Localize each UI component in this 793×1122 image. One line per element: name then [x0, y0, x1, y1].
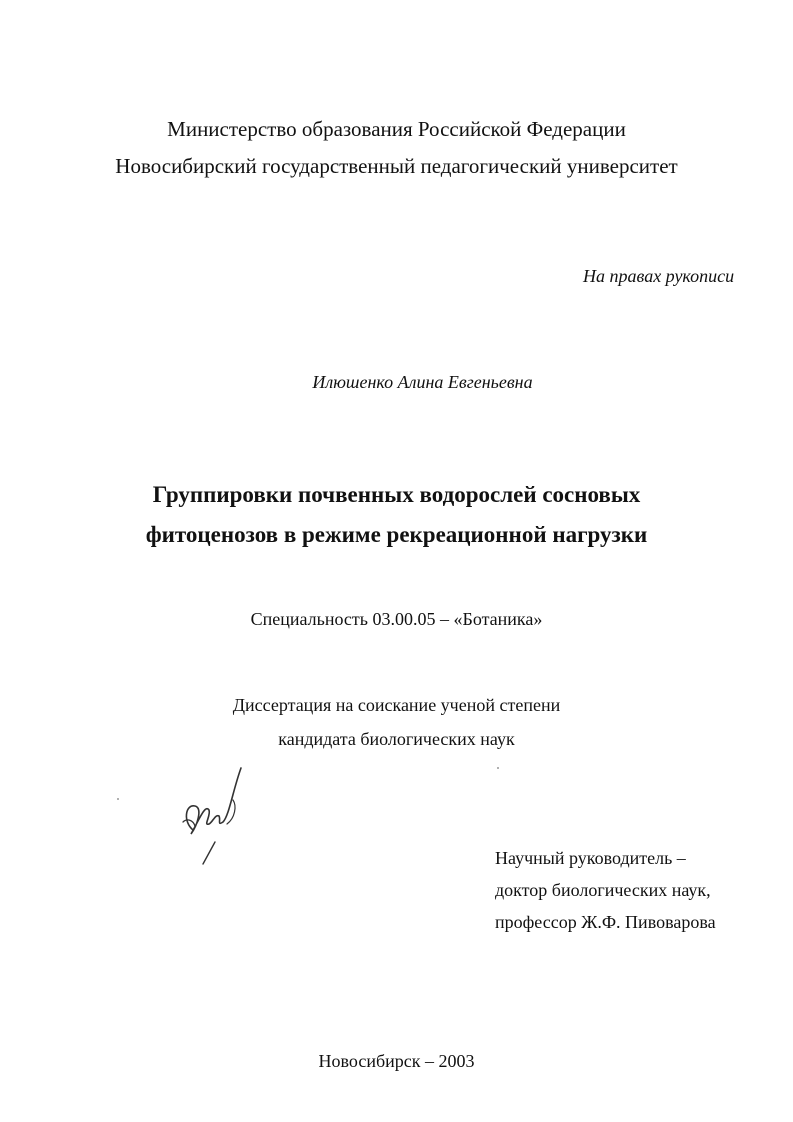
title-line-1: Группировки почвенных водорослей сосновых — [152, 482, 641, 507]
handwritten-signature — [175, 760, 255, 870]
scan-speck — [497, 767, 499, 769]
author-name: Илюшенко Алина Евгеньевна — [312, 372, 533, 392]
supervisor-line-3: профессор Ж.Ф. Пивоварова — [495, 912, 716, 932]
title-line-2: фитоценозов в режиме рекреационной нагрузки — [145, 522, 648, 547]
degree-line-2: кандидата биологических наук — [278, 729, 515, 749]
manuscript-note: На правах рукописи — [583, 266, 735, 286]
scan-speck — [117, 798, 119, 800]
supervisor-line-2: доктор биологических наук, — [495, 880, 711, 900]
city-year-footer: Новосибирск – 2003 — [318, 1051, 475, 1071]
specialty-line: Специальность 03.00.05 – «Ботаника» — [250, 609, 543, 629]
ministry-heading: Министерство образования Российской Федерации — [167, 117, 626, 141]
university-heading: Новосибирский государственный педагогический университет — [115, 154, 678, 178]
supervisor-line-1: Научный руководитель – — [495, 848, 686, 868]
degree-line-1: Диссертация на соискание ученой степени — [232, 695, 561, 715]
